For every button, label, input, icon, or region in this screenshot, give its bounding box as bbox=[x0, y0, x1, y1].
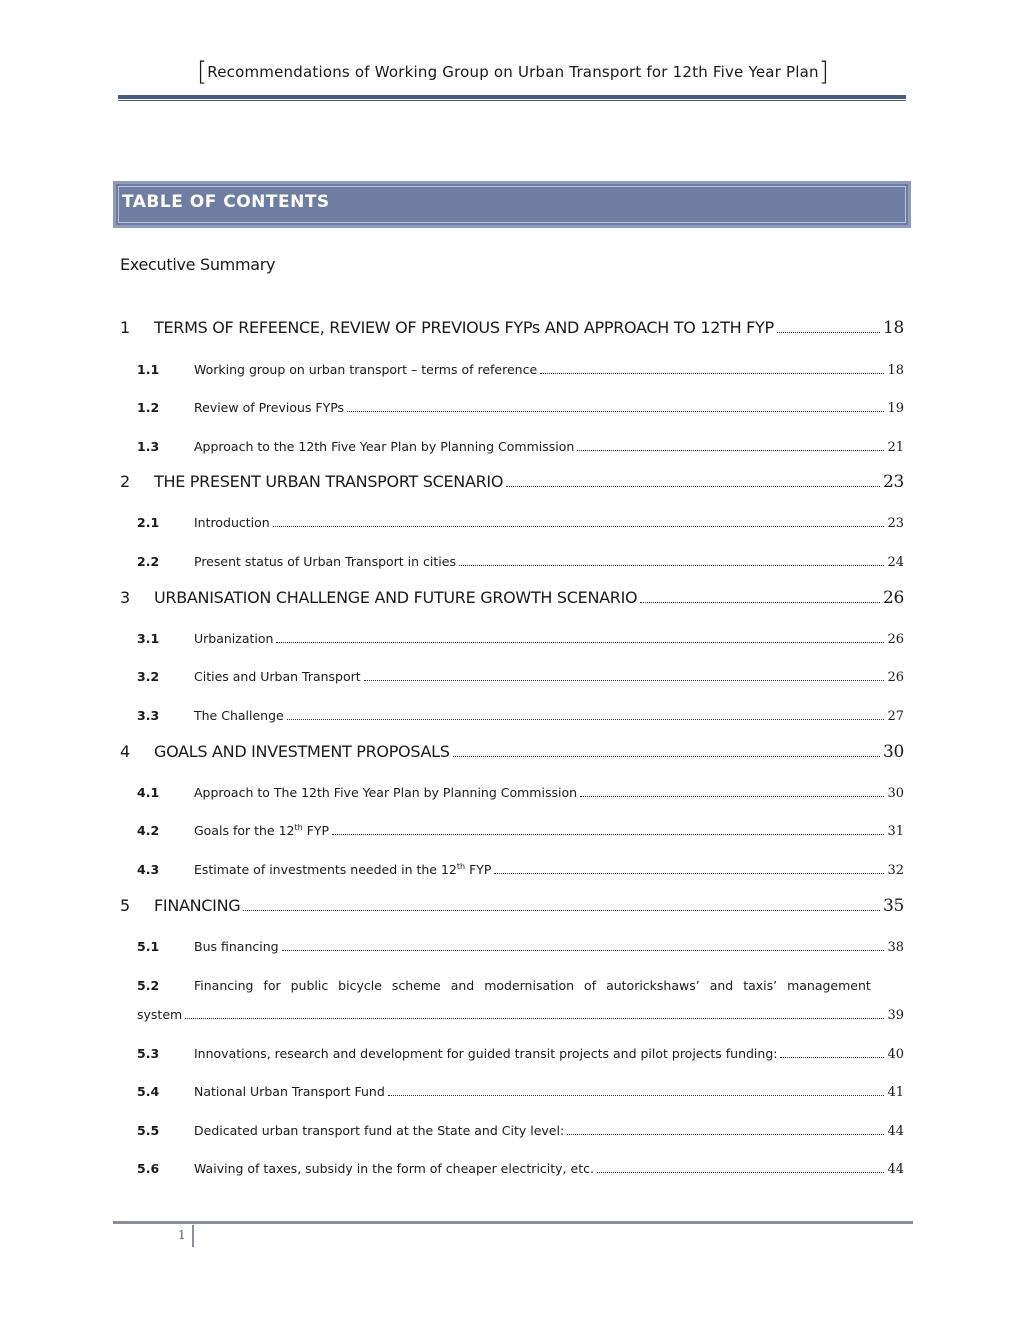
toc-entry-1-1[interactable] bbox=[137, 362, 904, 378]
toc-entry-title: Urbanization bbox=[194, 631, 274, 646]
toc-leader-dots bbox=[243, 910, 880, 911]
toc-entry-number: 5.2 bbox=[137, 978, 160, 993]
toc-entry-number: 1 bbox=[120, 318, 130, 337]
toc-entry-page: 26 bbox=[887, 632, 904, 647]
toc-entry-page: 30 bbox=[887, 786, 904, 801]
toc-entry-number: 3.3 bbox=[137, 708, 160, 723]
toc-entry-number: 1.2 bbox=[137, 400, 160, 415]
running-header-title: Recommendations of Working Group on Urban Transport for 12th Five Year Plan bbox=[207, 63, 819, 81]
toc-entry-title: URBANISATION CHALLENGE AND FUTURE GROWTH SCENARIO bbox=[154, 588, 638, 607]
header-rule-thin bbox=[118, 100, 906, 101]
toc-entry-page: 35 bbox=[882, 896, 904, 916]
toc-entry-page: 40 bbox=[887, 1047, 904, 1062]
toc-leader-dots bbox=[780, 1057, 884, 1058]
toc-entry-title: Innovations, research and development for guided transit projects and pilot projects funding: bbox=[194, 1046, 778, 1061]
toc-entry-5-2[interactable] bbox=[137, 978, 904, 1023]
toc-entry-title-continued: system bbox=[137, 1007, 183, 1022]
toc-entry-number: 2 bbox=[120, 472, 130, 491]
superscript: th bbox=[294, 823, 303, 832]
toc-entry-number: 4.2 bbox=[137, 823, 160, 839]
header-rule bbox=[118, 95, 906, 99]
toc-entry-title: Financing for public bicycle scheme and modernisation of autorickshaws’ and taxis’ management bbox=[194, 978, 871, 993]
toc-entry-title: THE PRESENT URBAN TRANSPORT SCENARIO bbox=[154, 472, 504, 491]
toc-entry-5-3[interactable] bbox=[137, 1046, 904, 1062]
toc-entry-title-row bbox=[137, 978, 871, 993]
toc-leader-dots bbox=[777, 332, 880, 333]
toc-entry-number: 4 bbox=[120, 742, 130, 761]
toc-entry-3[interactable] bbox=[120, 588, 904, 608]
toc-entry-title: FINANCING bbox=[154, 896, 241, 915]
toc-leader-dots bbox=[453, 756, 880, 757]
toc-entry-4[interactable] bbox=[120, 742, 904, 762]
toc-entry-title: Bus financing bbox=[194, 939, 279, 954]
toc-leader-dots bbox=[506, 486, 880, 487]
toc-entry-number: 4.1 bbox=[137, 785, 160, 800]
toc-leader-dots bbox=[273, 526, 885, 527]
toc-entry-5-1[interactable] bbox=[137, 939, 904, 955]
toc-leader-dots bbox=[364, 680, 885, 681]
toc-entry-5[interactable] bbox=[120, 896, 904, 916]
toc-entry-number: 5.5 bbox=[137, 1123, 160, 1138]
toc-leader-dots bbox=[287, 719, 885, 720]
toc-entry-number: 5 bbox=[120, 896, 130, 915]
toc-entry-page: 26 bbox=[887, 670, 904, 685]
toc-entry-title-text: Goals for the 12 bbox=[194, 823, 295, 839]
toc-leader-dots bbox=[580, 796, 884, 797]
toc-entry-title: Cities and Urban Transport bbox=[194, 669, 361, 684]
toc-entry-page: 44 bbox=[887, 1124, 904, 1139]
toc-entry-number: 1.1 bbox=[137, 362, 160, 377]
toc-leader-dots bbox=[597, 1172, 885, 1173]
toc-leader-dots bbox=[540, 373, 884, 374]
toc-leader-dots bbox=[347, 411, 884, 412]
toc-entry-line bbox=[137, 1007, 904, 1023]
toc-entry-4-2[interactable] bbox=[137, 823, 904, 839]
toc-entry-title-suffix: FYP bbox=[465, 862, 492, 878]
toc-entry-page: 23 bbox=[887, 516, 904, 531]
toc-leader-dots bbox=[577, 450, 884, 451]
toc-entry-page: 23 bbox=[882, 472, 904, 492]
toc-entry-title: GOALS AND INVESTMENT PROPOSALS bbox=[154, 742, 450, 761]
toc-entry-title bbox=[194, 862, 491, 877]
footer-page-number: 1 bbox=[178, 1228, 186, 1242]
toc-entry-3-2[interactable] bbox=[137, 669, 904, 685]
toc-leader-dots bbox=[276, 642, 884, 643]
toc-entry-page: 18 bbox=[887, 363, 904, 378]
toc-entry-title-suffix: FYP bbox=[302, 823, 330, 839]
toc-leader-dots bbox=[282, 950, 885, 951]
toc-entry-page: 19 bbox=[887, 401, 904, 416]
toc-entry-title: Present status of Urban Transport in cities bbox=[194, 554, 456, 569]
toc-entry-number: 3.1 bbox=[137, 631, 160, 646]
running-header bbox=[118, 57, 908, 87]
toc-entry-number: 5.4 bbox=[137, 1084, 160, 1099]
toc-entry-page: 21 bbox=[887, 440, 904, 455]
toc-entry-page: 30 bbox=[882, 742, 904, 762]
toc-entry-number: 5.1 bbox=[137, 939, 160, 954]
superscript: th bbox=[456, 862, 466, 871]
toc-entry-page: 27 bbox=[887, 709, 904, 724]
toc-entry-page: 31 bbox=[887, 824, 904, 840]
toc-entry-number: 1.3 bbox=[137, 439, 160, 454]
running-header-frame: [Recommendations of Working Group on Urban Transport for 12th Five Year Plan] bbox=[196, 57, 830, 87]
toc-executive-summary[interactable]: Executive Summary bbox=[120, 255, 276, 274]
toc-leader-dots bbox=[494, 873, 884, 874]
toc-entry-page: 38 bbox=[887, 940, 904, 955]
toc-heading: TABLE OF CONTENTS bbox=[122, 192, 330, 212]
toc-entry-title: Approach to the 12th Five Year Plan by Planning Commission bbox=[194, 439, 575, 454]
toc-entry-title bbox=[194, 823, 329, 838]
toc-leader-dots bbox=[640, 602, 880, 603]
toc-entry-page: 39 bbox=[887, 1008, 904, 1023]
toc-entry-title: Introduction bbox=[194, 515, 270, 530]
toc-entry-2[interactable] bbox=[120, 472, 904, 492]
toc-entry-number: 3.2 bbox=[137, 669, 160, 684]
toc-entry-title: Approach to The 12th Five Year Plan by Planning Commission bbox=[194, 785, 578, 800]
toc-entry-number: 5.6 bbox=[137, 1161, 160, 1176]
toc-leader-dots bbox=[459, 565, 884, 566]
toc-entry-title-text: Estimate of investments needed in the 12 bbox=[194, 862, 457, 878]
toc-leader-dots bbox=[388, 1095, 885, 1096]
toc-entry-4-1[interactable] bbox=[137, 785, 904, 801]
toc-entry-page: 18 bbox=[882, 318, 904, 338]
toc-heading-bar bbox=[113, 181, 911, 228]
toc-entry-page: 26 bbox=[882, 588, 904, 608]
toc-entry-number: 2.2 bbox=[137, 554, 160, 569]
footer-divider bbox=[192, 1225, 194, 1247]
toc-entry-number: 5.3 bbox=[137, 1046, 160, 1061]
toc-entry-page: 24 bbox=[887, 555, 904, 570]
toc-leader-dots bbox=[567, 1134, 884, 1135]
toc-entry-1-3[interactable] bbox=[137, 439, 904, 455]
toc-entry-number: 4.3 bbox=[137, 862, 160, 878]
toc-entry-5-6[interactable] bbox=[137, 1161, 904, 1177]
toc-entry-3-1[interactable] bbox=[137, 631, 904, 647]
toc-entry-5-4[interactable] bbox=[137, 1084, 904, 1100]
toc-entry-line bbox=[137, 978, 904, 993]
toc-leader-dots bbox=[332, 834, 884, 835]
toc-leader-dots bbox=[185, 1018, 884, 1019]
toc-entry-title: National Urban Transport Fund bbox=[194, 1084, 385, 1099]
toc-entry-title: TERMS OF REFEENCE, REVIEW OF PREVIOUS FYPs AND APPROACH TO 12TH FYP bbox=[154, 318, 774, 337]
toc-entry-2-2[interactable] bbox=[137, 554, 904, 570]
toc-entry-number: 3 bbox=[120, 588, 130, 607]
toc-entry-title: The Challenge bbox=[194, 708, 284, 723]
toc-entry-4-3[interactable] bbox=[137, 862, 904, 878]
toc-entry-page: 41 bbox=[887, 1085, 904, 1100]
toc-entry-title: Review of Previous FYPs bbox=[194, 400, 345, 415]
toc-entry-2-1[interactable] bbox=[137, 515, 904, 531]
toc-entry-title: Working group on urban transport – terms of reference bbox=[194, 362, 538, 377]
footer-rule bbox=[113, 1221, 913, 1224]
toc-entry-1[interactable] bbox=[120, 318, 904, 338]
toc-entry-3-3[interactable] bbox=[137, 708, 904, 724]
toc-entry-page: 32 bbox=[887, 863, 904, 879]
toc-entry-title: Dedicated urban transport fund at the State and City level: bbox=[194, 1123, 565, 1138]
toc-entry-1-2[interactable] bbox=[137, 400, 904, 416]
toc-entry-5-5[interactable] bbox=[137, 1123, 904, 1139]
toc-entry-number: 2.1 bbox=[137, 515, 160, 530]
toc-entry-page: 44 bbox=[887, 1162, 904, 1177]
toc-entry-title: Waiving of taxes, subsidy in the form of cheaper electricity, etc. bbox=[194, 1161, 594, 1176]
